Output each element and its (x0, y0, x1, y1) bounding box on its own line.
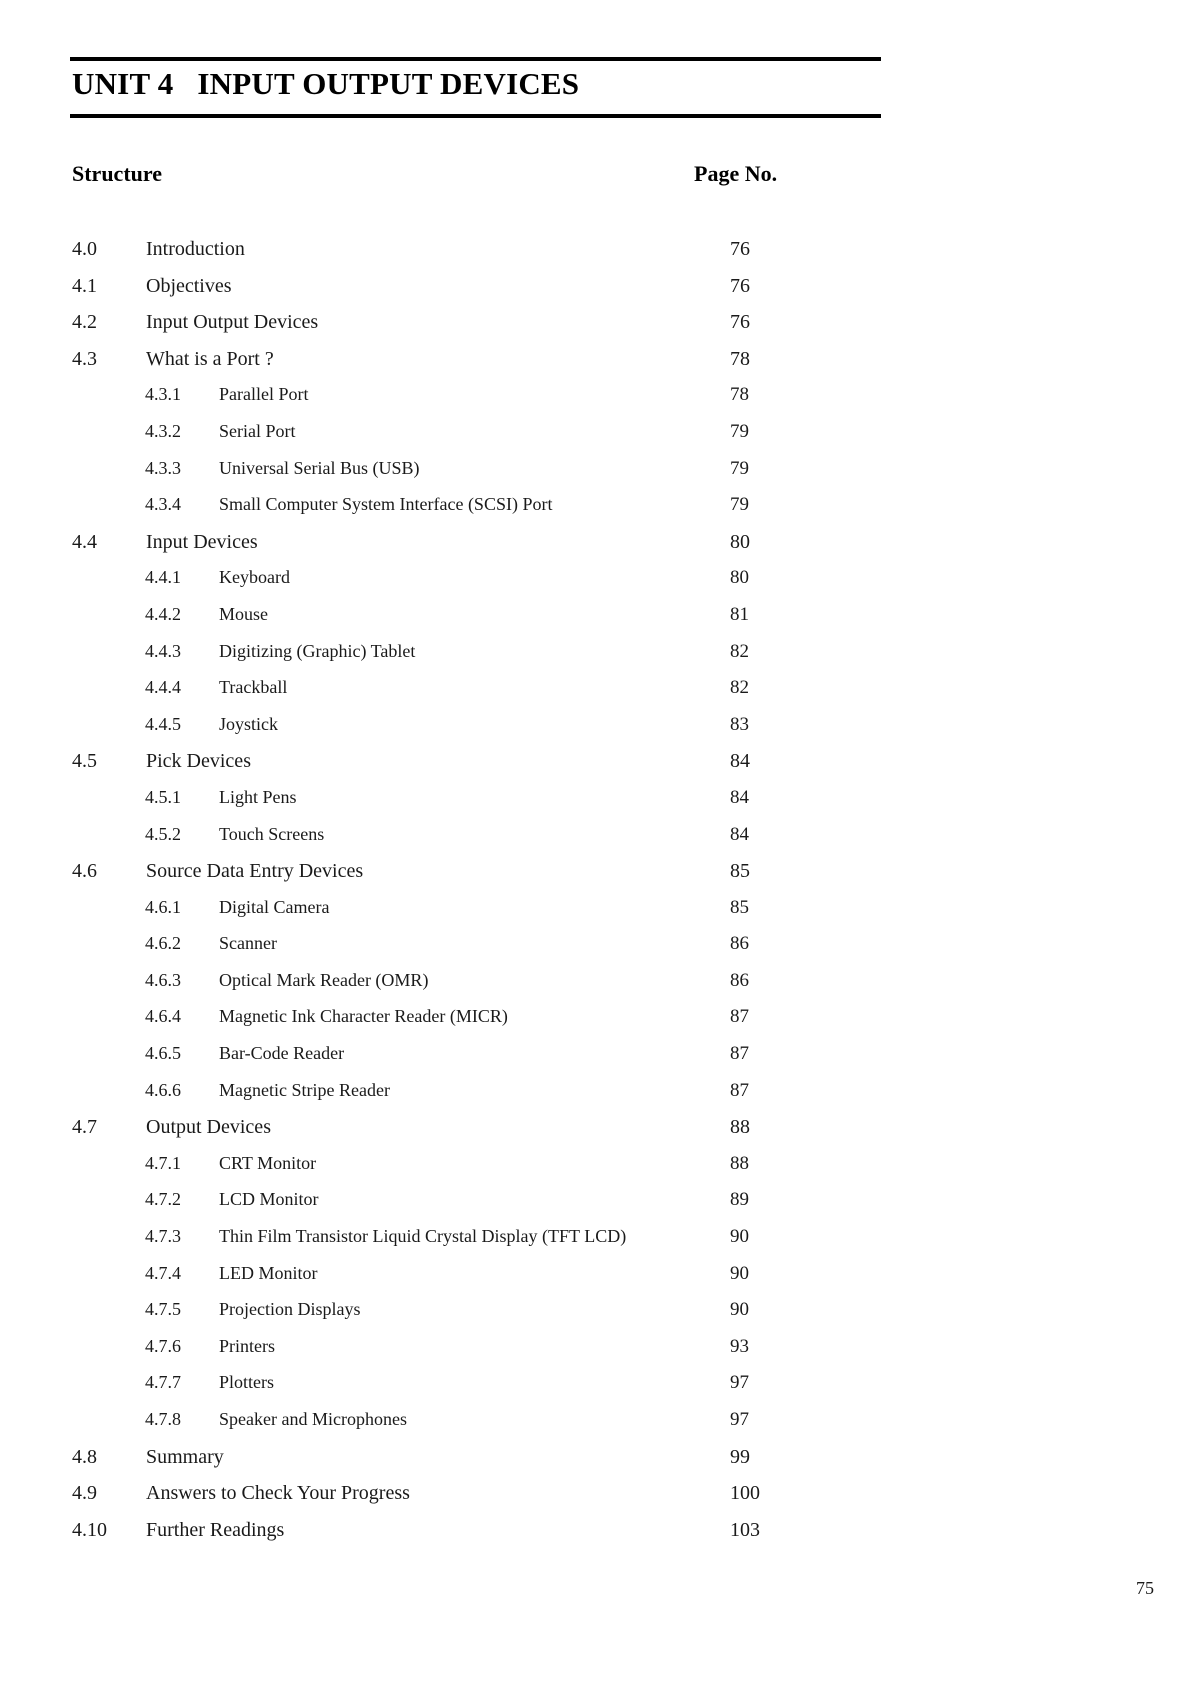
toc-entry-number: 4.3.2 (145, 420, 181, 441)
toc-entry-page: 85 (730, 860, 750, 883)
toc-entry-number: 4.7.4 (145, 1262, 181, 1283)
toc-entry-title: Keyboard (219, 567, 290, 588)
toc-entry-title: Optical Mark Reader (OMR) (219, 969, 429, 990)
toc-subsection-row (0, 378, 1200, 415)
toc-entry-title: Pick Devices (146, 750, 251, 773)
toc-entry-number: 4.6.2 (145, 933, 181, 954)
toc-subsection-row (0, 598, 1200, 635)
toc-entry-number: 4.6 (72, 860, 97, 883)
toc-subsection-row (0, 1074, 1200, 1111)
toc-entry-page: 79 (730, 457, 749, 479)
toc-entry-title: Magnetic Ink Character Reader (MICR) (219, 1006, 508, 1027)
toc-entry-page: 76 (730, 238, 750, 260)
title-rule-bottom (70, 114, 881, 118)
toc-entry-number: 4.7.8 (145, 1409, 181, 1429)
toc-entry-page: 103 (730, 1518, 760, 1541)
toc-subsection-row (0, 818, 1200, 855)
toc-entry-number: 4.3.1 (145, 384, 181, 405)
toc-subsection-row (0, 415, 1200, 452)
page-number: 75 (1136, 1578, 1154, 1598)
toc-entry-page: 87 (730, 1043, 749, 1065)
toc-entry-page: 99 (730, 1445, 750, 1468)
toc-entry-title: Thin Film Transistor Liquid Crystal Display (TFT LCD) (219, 1226, 627, 1247)
toc-entry-number: 4.7.6 (145, 1335, 181, 1356)
toc-section-row (0, 525, 1200, 562)
toc-entry-number: 4.1 (72, 274, 97, 297)
toc-entry-number: 4.6.1 (145, 896, 181, 917)
toc-entry-page: 100 (730, 1482, 760, 1505)
toc-entry-title: Digital Camera (219, 896, 330, 917)
toc-entry-number: 4.7 (72, 1116, 97, 1139)
toc-entry-title: Parallel Port (219, 384, 309, 405)
toc-entry-number: 4.7.1 (145, 1152, 181, 1173)
toc-subsection-row (0, 1330, 1200, 1367)
toc-entry-title: Answers to Check Your Progress (146, 1482, 410, 1505)
toc-subsection-row (0, 1147, 1200, 1184)
toc-entry-page: 88 (730, 1152, 749, 1174)
toc-entry-page: 90 (730, 1226, 749, 1248)
toc-entry-page: 79 (730, 420, 749, 442)
toc-subsection-row (0, 488, 1200, 525)
toc-entry-page: 76 (730, 311, 750, 334)
toc-entry-page: 76 (730, 274, 750, 297)
toc-entry-number: 4.3 (72, 347, 97, 370)
toc-entry-number: 4.7.7 (145, 1372, 181, 1393)
toc-section-row (0, 744, 1200, 781)
toc-entry-page: 86 (730, 933, 749, 955)
toc-entry-title: Projection Displays (219, 1299, 361, 1320)
toc-entry-number: 4.6.3 (145, 969, 181, 990)
toc-subsection-row (0, 1293, 1200, 1330)
toc-entry-number: 4.4.2 (145, 603, 181, 624)
toc-entry-page: 86 (730, 969, 749, 991)
toc-entry-title: Input Output Devices (146, 311, 319, 334)
toc-entry-number: 4.9 (72, 1482, 97, 1505)
toc-entry-title: Universal Serial Bus (USB) (219, 457, 420, 478)
toc-entry-title: LCD Monitor (219, 1189, 319, 1210)
unit-title (72, 66, 579, 102)
toc-subsection-row (0, 1403, 1200, 1440)
toc-entry-page: 89 (730, 1189, 749, 1211)
toc-entry-page: 81 (730, 603, 749, 625)
toc-entry-page: 82 (730, 677, 749, 699)
toc-entry-page: 84 (730, 823, 749, 845)
toc-entry-number: 4.4.3 (145, 640, 181, 661)
toc-entry-number: 4.3.3 (145, 457, 181, 478)
toc-subsection-row (0, 1220, 1200, 1257)
toc-entry-title: Trackball (219, 677, 288, 698)
toc-section-row (0, 1476, 1200, 1513)
toc-subsection-row (0, 781, 1200, 818)
toc-section-row (0, 232, 1200, 269)
toc-entry-number: 4.7.3 (145, 1226, 181, 1247)
toc-entry-title: Touch Screens (219, 823, 325, 844)
toc-subsection-row (0, 561, 1200, 598)
toc-entry-page: 87 (730, 1006, 749, 1028)
toc-entry-number: 4.2 (72, 311, 97, 334)
toc-subsection-row (0, 1257, 1200, 1294)
toc-section-row (0, 1110, 1200, 1147)
toc-entry-number: 4.5.1 (145, 786, 181, 807)
toc-subsection-row (0, 964, 1200, 1001)
toc-entry-page: 83 (730, 713, 749, 735)
toc-entry-title: Printers (219, 1335, 275, 1356)
toc-subsection-row (0, 927, 1200, 964)
toc-entry-number: 4.5 (72, 750, 97, 773)
toc-entry-number: 4.6.5 (145, 1043, 181, 1064)
toc-entry-page: 93 (730, 1335, 749, 1357)
toc-entry-number: 4.7.2 (145, 1189, 181, 1210)
toc-entry-title: Input Devices (146, 530, 258, 553)
toc-entry-title: Further Readings (146, 1518, 285, 1541)
toc-entry-title: Objectives (146, 274, 232, 297)
toc-subsection-row (0, 1000, 1200, 1037)
page-no-heading: Page No. (694, 161, 778, 186)
toc-subsection-row (0, 1366, 1200, 1403)
title-rule-top (70, 57, 881, 61)
toc-entry-page: 88 (730, 1116, 750, 1139)
toc-entry-page: 78 (730, 347, 750, 370)
toc-entry-page: 97 (730, 1409, 749, 1430)
toc-entry-title: Digitizing (Graphic) Tablet (219, 640, 416, 661)
toc-entry-page: 85 (730, 896, 749, 918)
toc-entry-number: 4.10 (72, 1518, 107, 1541)
toc-entry-title: Joystick (219, 713, 279, 734)
toc-section-row (0, 342, 1200, 379)
toc-entry-number: 4.3.4 (145, 494, 181, 515)
toc-subsection-row (0, 671, 1200, 708)
toc-subsection-row (0, 1183, 1200, 1220)
toc-entry-page: 79 (730, 494, 749, 516)
toc-section-row (0, 1440, 1200, 1477)
toc-entry-title: What is a Port ? (146, 347, 274, 370)
toc-subsection-row (0, 452, 1200, 489)
unit-number: UNIT 4 (72, 66, 174, 101)
toc-entry-number: 4.5.2 (145, 823, 181, 844)
toc-entry-page: 82 (730, 640, 749, 662)
toc-entry-title: Magnetic Stripe Reader (219, 1079, 390, 1100)
toc-entry-page: 87 (730, 1079, 749, 1101)
toc-entry-title: Summary (146, 1445, 224, 1468)
unit-title-text: INPUT OUTPUT DEVICES (197, 66, 580, 101)
toc-entry-number: 4.4.5 (145, 713, 181, 734)
toc-entry-number: 4.4 (72, 530, 97, 553)
toc-entry-title: Plotters (219, 1372, 275, 1393)
toc-entry-number: 4.4.4 (145, 677, 181, 698)
toc-entry-number: 4.8 (72, 1445, 97, 1468)
toc-entry-title: Scanner (219, 933, 277, 954)
toc-entry-title: Source Data Entry Devices (146, 860, 364, 883)
toc-subsection-row (0, 1037, 1200, 1074)
toc-entry-number: 4.4.1 (145, 567, 181, 588)
table-of-contents (0, 232, 1200, 1549)
toc-entry-number: 4.6.6 (145, 1079, 181, 1100)
toc-entry-title: Bar-Code Reader (219, 1043, 345, 1064)
toc-entry-page: 84 (730, 750, 750, 773)
toc-entry-page: 90 (730, 1262, 749, 1284)
toc-section-row (0, 1513, 1200, 1550)
toc-entry-page: 84 (730, 786, 749, 808)
toc-subsection-row (0, 891, 1200, 928)
toc-entry-title: Speaker and Microphones (219, 1409, 407, 1429)
toc-subsection-row (0, 635, 1200, 672)
toc-entry-number: 4.6.4 (145, 1006, 181, 1027)
toc-entry-title: Serial Port (219, 420, 296, 441)
structure-heading: Structure (72, 161, 163, 186)
toc-entry-page: 80 (730, 567, 749, 589)
toc-entry-title: Introduction (146, 238, 245, 260)
toc-section-row (0, 269, 1200, 306)
toc-entry-page: 90 (730, 1299, 749, 1321)
toc-entry-title: Output Devices (146, 1116, 271, 1139)
toc-section-row (0, 305, 1200, 342)
toc-entry-number: 4.7.5 (145, 1299, 181, 1320)
toc-entry-title: Mouse (219, 603, 268, 624)
toc-subsection-row (0, 708, 1200, 745)
toc-entry-title: LED Monitor (219, 1262, 318, 1283)
toc-section-row (0, 854, 1200, 891)
toc-entry-title: CRT Monitor (219, 1152, 317, 1173)
toc-entry-title: Small Computer System Interface (SCSI) Port (219, 494, 553, 515)
toc-entry-number: 4.0 (72, 238, 97, 260)
toc-entry-title: Light Pens (219, 786, 297, 807)
toc-entry-page: 97 (730, 1372, 749, 1394)
toc-entry-page: 80 (730, 530, 750, 553)
toc-entry-page: 78 (730, 384, 749, 406)
